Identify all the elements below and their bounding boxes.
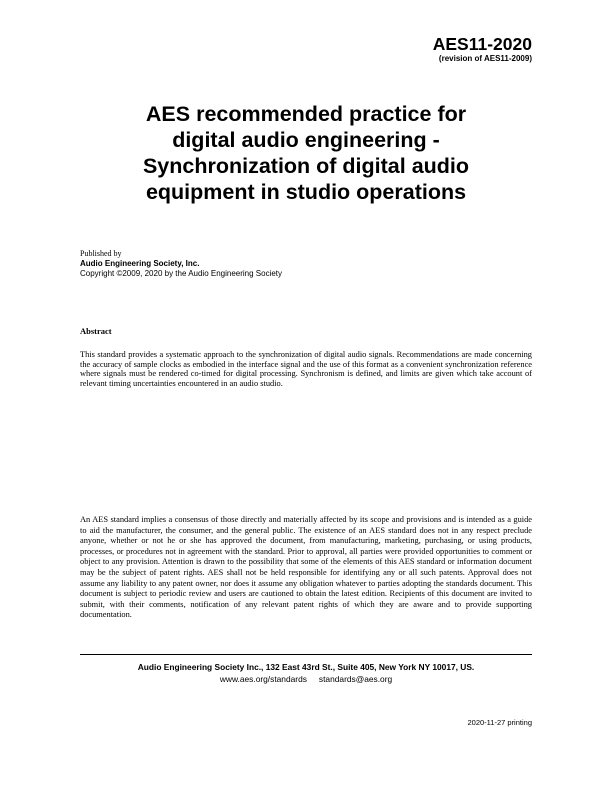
standards-disclaimer: An AES standard implies a consensus of those directly and materially affected by its scope and provisions and is intended as a guide to aid the manufacturer, the consumer, and the general public. The existence of an AES standard does not in any respect preclude anyone, whether or not he or she has approved the document, from manufacturing, marketing, purchasing, or using products, processes, or procedures not in agreement with the standard. Prior to approval, all parties were provided opportunities to comment or object to any provision. Attention is drawn to the possibility that some of the elements of this AES standard or information document may be the subject of patent rights. AES shall not be held responsible for identifying any or all such patents. Approval does not assume any liability to any patent owner, nor does it assume any obligation whatever to parties adopting the standards document. This document is subject to periodic review and users are cautioned to obtain the latest edition. Recipients of this document are invited to submit, with their comments, notification of any relevant patent rights of which they are aware and to provide supporting documentation.	[80, 515, 532, 620]
document-title	[60, 101, 552, 205]
publisher-block	[80, 249, 282, 279]
printing-date: 2020-11-27 printing	[467, 718, 532, 727]
document-number-block	[433, 34, 532, 64]
title-line: Synchronization of digital audio	[142, 154, 470, 178]
copyright-notice: Copyright ©2009, 2020 by the Audio Engineering Society	[80, 269, 283, 278]
website-link[interactable]: www.aes.org/standards	[219, 674, 307, 684]
publisher-name: Audio Engineering Society, Inc.	[80, 259, 200, 268]
email-link[interactable]: standards@aes.org	[318, 674, 393, 684]
title-line: AES recommended practice for	[145, 102, 467, 126]
society-address: Audio Engineering Society Inc., 132 East 43rd St., Suite 405, New York NY 10017, US.	[137, 662, 475, 672]
title-line: equipment in studio operations	[145, 180, 467, 204]
contact-line	[80, 674, 532, 685]
document-number: AES11-2020	[432, 34, 532, 54]
published-by-label: Published by	[80, 249, 122, 258]
title-line: digital audio engineering -	[172, 128, 440, 152]
revision-note: (revision of AES11-2009)	[438, 54, 532, 63]
abstract-body: This standard provides a systematic approach to the synchronization of digital audio signals. Recommendations are made concerning the accuracy of sample clocks as embodied in the interface signal and the use of this format as a convenient synchronization reference where signals must be rendered co-timed for digital processing. Synchronism is defined, and limits are given which take account of relevant timing uncertainties encountered in an audio studio.	[80, 350, 532, 388]
abstract-heading: Abstract	[80, 326, 112, 336]
footer-divider	[80, 654, 532, 655]
